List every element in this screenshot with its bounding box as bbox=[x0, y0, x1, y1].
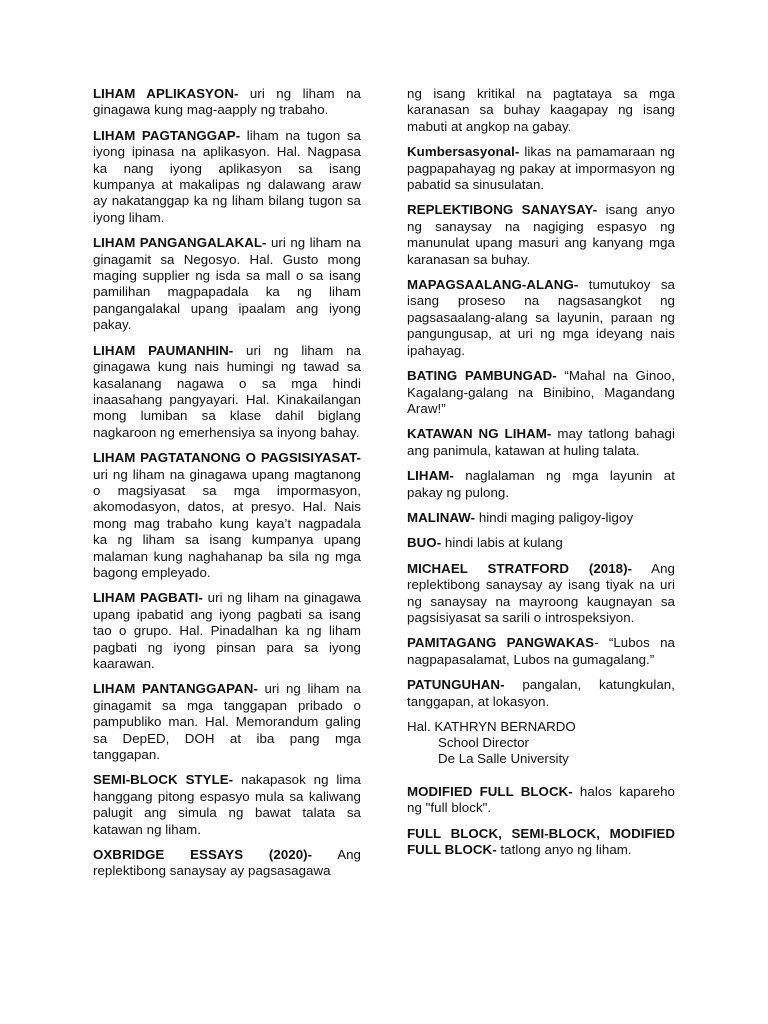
right-column bbox=[407, 86, 675, 868]
entry-term: LIHAM- bbox=[407, 468, 454, 484]
entry-definition: tumutukoy sa isang proseso na nagsasangkot ng pagsasaalang-alang sa layunin, paraan ng pangungusap, at uri ng mga ideyang nais ipahayag. bbox=[407, 277, 675, 358]
entry-definition: Ang replektibong sanaysay ay isang tiyak na uri ng sanaysay na mayroong kaugnayan sa pagsisiyasat sa sarili o introspeksiyon. bbox=[407, 560, 675, 625]
glossary-entry bbox=[407, 635, 675, 668]
glossary-entry bbox=[407, 202, 675, 268]
glossary-entry bbox=[407, 144, 675, 193]
glossary-entry bbox=[93, 343, 361, 441]
entry-definition: may tatlong bahagi ang panimula, katawan at huling talata. bbox=[407, 426, 675, 458]
entry-term: LIHAM PAGBATI- bbox=[93, 590, 203, 606]
entry-definition: tatlong anyo ng liham. bbox=[496, 842, 632, 858]
glossary-entry bbox=[93, 590, 361, 672]
glossary-entry bbox=[93, 450, 361, 581]
entry-term: MAPAGSAALANG-ALANG- bbox=[407, 277, 579, 293]
entry-term: BATING PAMBUNGAD- bbox=[407, 368, 557, 384]
glossary-entry bbox=[407, 368, 675, 417]
entry-term: LIHAM APLIKASYON- bbox=[93, 86, 239, 101]
entry-definition: liham na tugon sa iyong ipinasa na aplikasyon. Hal. Nagpasa ka nang iyong aplikasyon sa isang kumpanya at makalipas ng dalawang araw ay nakatanggap ka ng liham bilang tugon sa iyong liham. bbox=[93, 127, 361, 225]
glossary-entry bbox=[93, 128, 361, 226]
entry-definition: likas na pamamaraan ng pagpapahayag ng pakay at impormasyon ng pabatid sa sinusulatan. bbox=[407, 144, 675, 193]
entry-definition: uri ng liham na ginagamit sa mga tanggapan pribado o pampubliko man. Hal. Memorandum galing sa DepED, DOH at iba pang mga tanggapan. bbox=[93, 681, 361, 763]
signature-line-organization: De La Salle University bbox=[438, 751, 569, 766]
entry-term: FULL BLOCK, SEMI-BLOCK, MODIFIED FULL BLOCK- bbox=[407, 825, 675, 858]
entry-term: OXBRIDGE ESSAYS (2020)- bbox=[93, 847, 313, 863]
entry-definition: uri ng liham na ginagamit sa Negosyo. Hal. Gusto mong maging supplier ng isda sa mall o sa isang pamilihan magpapadala ka ng liham pangangalakal upang ipaalam ang iyong pakay. bbox=[93, 235, 361, 333]
entry-definition: uri ng liham na ginagawa upang ipabatid ang iyong pagbati sa isang tao o grupo. Hal. Pinadalhan ka ng liham pagbati ng iyong pinsan para sa iyong kaarawan. bbox=[93, 590, 361, 671]
glossary-entry bbox=[93, 235, 361, 333]
entry-term: LIHAM PAUMANHIN- bbox=[93, 342, 234, 358]
entry-term: PATUNGUHAN- bbox=[407, 677, 505, 693]
entry-term: LIHAM PANGANGALAKAL- bbox=[93, 235, 267, 251]
glossary-entry bbox=[407, 426, 675, 459]
signature-line-title: School Director bbox=[438, 735, 529, 750]
entry-term: MODIFIED FULL BLOCK- bbox=[407, 784, 573, 799]
entry-term: LIHAM PAGTANGGAP- bbox=[93, 127, 241, 143]
entry-definition: pangalan, katungkulan, tanggapan, at lokasyon. bbox=[407, 677, 675, 709]
glossary-entry bbox=[407, 535, 675, 551]
entry-term: MALINAW- bbox=[407, 509, 476, 525]
entry-definition: naglalaman ng mga layunin at pakay ng pulong. bbox=[407, 468, 675, 500]
entry-term: REPLEKTIBONG SANAYSAY- bbox=[407, 202, 598, 218]
entry-definition: uri ng liham na ginagawa kung mag-aapply ng trabaho. bbox=[93, 86, 361, 118]
signature-line-name: Hal. KATHRYN BERNARDO bbox=[407, 719, 576, 734]
left-column bbox=[93, 86, 361, 889]
glossary-entry bbox=[93, 847, 361, 880]
entry-definition: nakapasok ng lima hanggang pitong espasyo mula sa kaliwang palugit ang simula ng bawat talata sa katawan ng liham. bbox=[93, 772, 361, 837]
right-column-bottom-entries bbox=[407, 784, 675, 859]
entry-term: LIHAM PAGTATANONG O PAGSISIYASAT- bbox=[93, 450, 361, 466]
entry-term: LIHAM PANTANGGAPAN- bbox=[93, 681, 258, 697]
entry-definition: uri ng liham na ginagawa kung nais humingi ng tawad sa kasalanang nagawa o sa mga hindi inaasahang pangyayari. Hal. Kinakailangan mong lumiban sa klase dahil biglang nagkaroon ng emerhensiya sa inyong bahay. bbox=[93, 342, 361, 440]
entry-definition: halos kapareho ng "full block". bbox=[407, 784, 676, 816]
glossary-entry bbox=[407, 277, 675, 359]
entry-definition: uri ng liham na ginagawa upang magtanong o magsiyasat sa mga impormasyon, akomodasyon, datos, at presyo. Hal. Nais mong mag trabaho kung kaya’t nagpadala ka ng liham sa isang kumpanya upang malaman kung naghahanap ba sila ng mga bagong empleyado. bbox=[93, 466, 361, 580]
entry-definition: hindi labis at kulang bbox=[441, 535, 563, 551]
glossary-entry bbox=[93, 681, 361, 763]
entry-definition: hindi maging paligoy-ligoy bbox=[475, 509, 634, 525]
glossary-entry bbox=[407, 510, 675, 526]
glossary-entry bbox=[407, 784, 675, 817]
glossary-entry bbox=[407, 86, 675, 135]
glossary-entry bbox=[407, 677, 675, 710]
entry-definition: ng isang kritikal na pagtataya sa mga karanasan sa buhay kaagapay ng isang mabuti at angkop na gabay. bbox=[407, 86, 675, 134]
entry-definition: isang anyo ng sanaysay na nagiging espasyo ng manunulat upang masuri ang kanyang mga karanasan sa buhay. bbox=[407, 202, 676, 267]
entry-term: BUO- bbox=[407, 535, 442, 551]
glossary-entry bbox=[407, 561, 675, 627]
entry-term: SEMI-BLOCK STYLE- bbox=[93, 772, 234, 788]
entry-term: PAMITAGANG PANGWAKAS bbox=[407, 635, 595, 651]
glossary-entry bbox=[407, 826, 675, 859]
right-column-top-entries bbox=[407, 86, 675, 710]
glossary-entry bbox=[93, 772, 361, 838]
glossary-entry bbox=[93, 86, 361, 119]
entry-definition: “Mahal na Ginoo, Kagalang-galang na Binibino, Magandang Araw!” bbox=[407, 368, 675, 416]
entry-term: KATAWAN NG LIHAM- bbox=[407, 426, 552, 442]
entry-definition: Ang replektibong sanaysay ay pagsasagawa bbox=[93, 847, 361, 879]
entry-definition: - “Lubos na nagpapasalamat, Lubos na gumagalang.” bbox=[407, 635, 675, 667]
signature-example bbox=[407, 719, 675, 767]
entry-term: Kumbersasyonal- bbox=[407, 144, 520, 160]
entry-term: MICHAEL STRATFORD (2018)- bbox=[407, 560, 633, 576]
glossary-entry bbox=[407, 468, 675, 501]
